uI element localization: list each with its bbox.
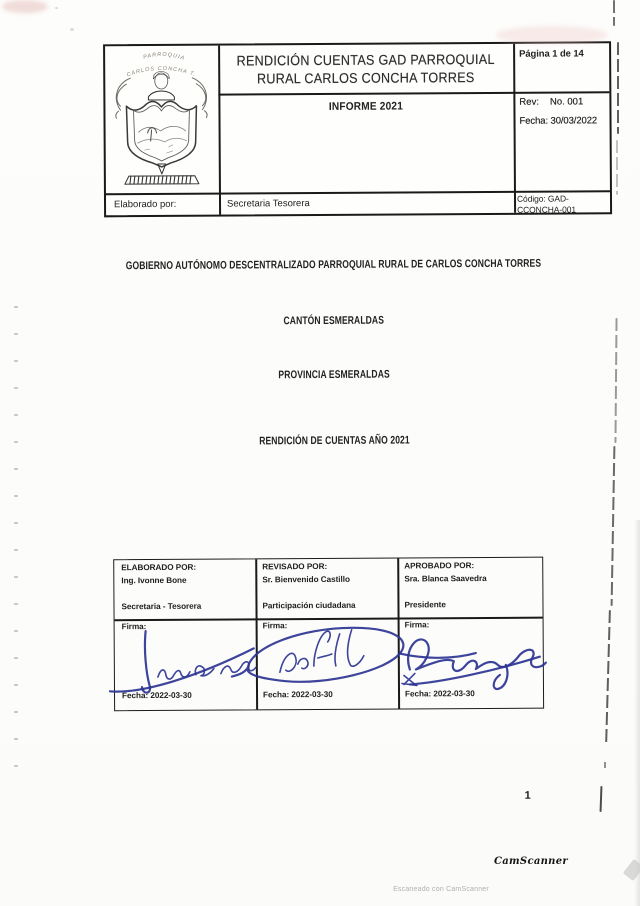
body-line-canton: CANTÓN ESMERALDAS: [283, 314, 385, 328]
aprobado-position: Presidente: [404, 600, 446, 610]
aprobado-firma-label: Firma:: [404, 620, 430, 630]
scan-artifact-page-edge: [616, 140, 618, 195]
header-table-divider: [513, 44, 516, 213]
header-table-divider: [218, 91, 609, 95]
aprobado-name: Sra. Blanca Saavedra: [404, 573, 487, 584]
body-line-rendicion: RENDICIÓN DE CUENTAS AÑO 2021: [259, 434, 410, 448]
elaborado-name: Ing. Ivonne Bone: [121, 575, 187, 586]
scan-artifact-right-shadow: [634, 520, 640, 906]
revisado-fecha: Fecha: 2022-03-30: [263, 689, 333, 700]
elaborado-firma-label: Firma:: [121, 622, 147, 632]
body-line-government: GOBIERNO AUTÓNOMO DESCENTRALIZADO PARROQUIAL RURAL DE CARLOS CONCHA TORRES: [125, 257, 542, 273]
document-code: Código: GAD-CCONCHA-001: [516, 193, 576, 215]
signature-table-divider: [115, 617, 543, 621]
revision-info: [519, 96, 583, 107]
body-line-provincia: PROVINCIA ESMERALDAS: [278, 368, 390, 382]
scan-artifact-left-edge-marks: [14, 306, 18, 776]
svg-text:PARROQUIA: [143, 52, 186, 63]
document-title: [233, 50, 499, 88]
scan-artifact-page-edge: [604, 762, 606, 768]
scan-artifact-speck: [70, 28, 74, 31]
header-table-divider: [218, 46, 221, 215]
signature-table: [113, 557, 544, 712]
svg-text:CARLOS CONCHA T.: [126, 66, 197, 79]
revision-value: No. 001: [549, 96, 584, 108]
elaborado-position: Secretaria - Tesorera: [121, 601, 202, 612]
scan-artifact-speck: [55, 7, 58, 9]
elaborado-label: Elaborado por:: [113, 198, 177, 211]
header-date: Fecha: 30/03/2022: [519, 115, 598, 127]
elaborado-role: ELABORADO POR:: [121, 562, 197, 573]
aprobado-role: APROBADO POR:: [404, 561, 475, 571]
elaborado-value: Secretaria Tesorera: [226, 198, 310, 210]
scan-artifact-pink-smudge: [496, 26, 608, 44]
report-subtitle: INFORME 2021: [328, 100, 404, 113]
aprobado-fecha: Fecha: 2022-03-30: [404, 689, 475, 699]
emblem-arc-bottom-text: CARLOS CONCHA T.: [126, 65, 197, 79]
signature-table-divider: [397, 559, 399, 709]
emblem-arc-top-text: PARROQUIA: [142, 51, 186, 63]
document-title-line2: RURAL CARLOS CONCHA TORRES: [256, 69, 475, 87]
revisado-firma-label: Firma:: [262, 621, 288, 631]
revisado-position: Participación ciudadana: [262, 600, 356, 611]
revisado-name: Sr. Bienvenido Castillo: [262, 574, 350, 585]
page-info: Página 1 de 14: [519, 48, 584, 60]
scan-note: Escaneado con CamScanner: [393, 886, 489, 893]
signature-table-divider: [255, 559, 257, 709]
page-number: 1: [524, 789, 531, 802]
revision-label: Rev:: [519, 96, 539, 108]
revisado-role: REVISADO POR:: [262, 561, 328, 572]
elaborado-fecha: Fecha: 2022-03-30: [122, 690, 192, 701]
scan-artifact-page-edge: [613, 0, 615, 26]
parish-emblem-logo: [106, 48, 217, 191]
document-title-line1: RENDICIÓN CUENTAS GAD PARROQUIAL: [236, 50, 495, 69]
scan-artifact-page-edge: [617, 42, 619, 134]
scan-artifact-pink-smudge: [2, 0, 48, 13]
camscanner-watermark: CamScanner: [494, 856, 568, 867]
header-table: [103, 41, 612, 217]
